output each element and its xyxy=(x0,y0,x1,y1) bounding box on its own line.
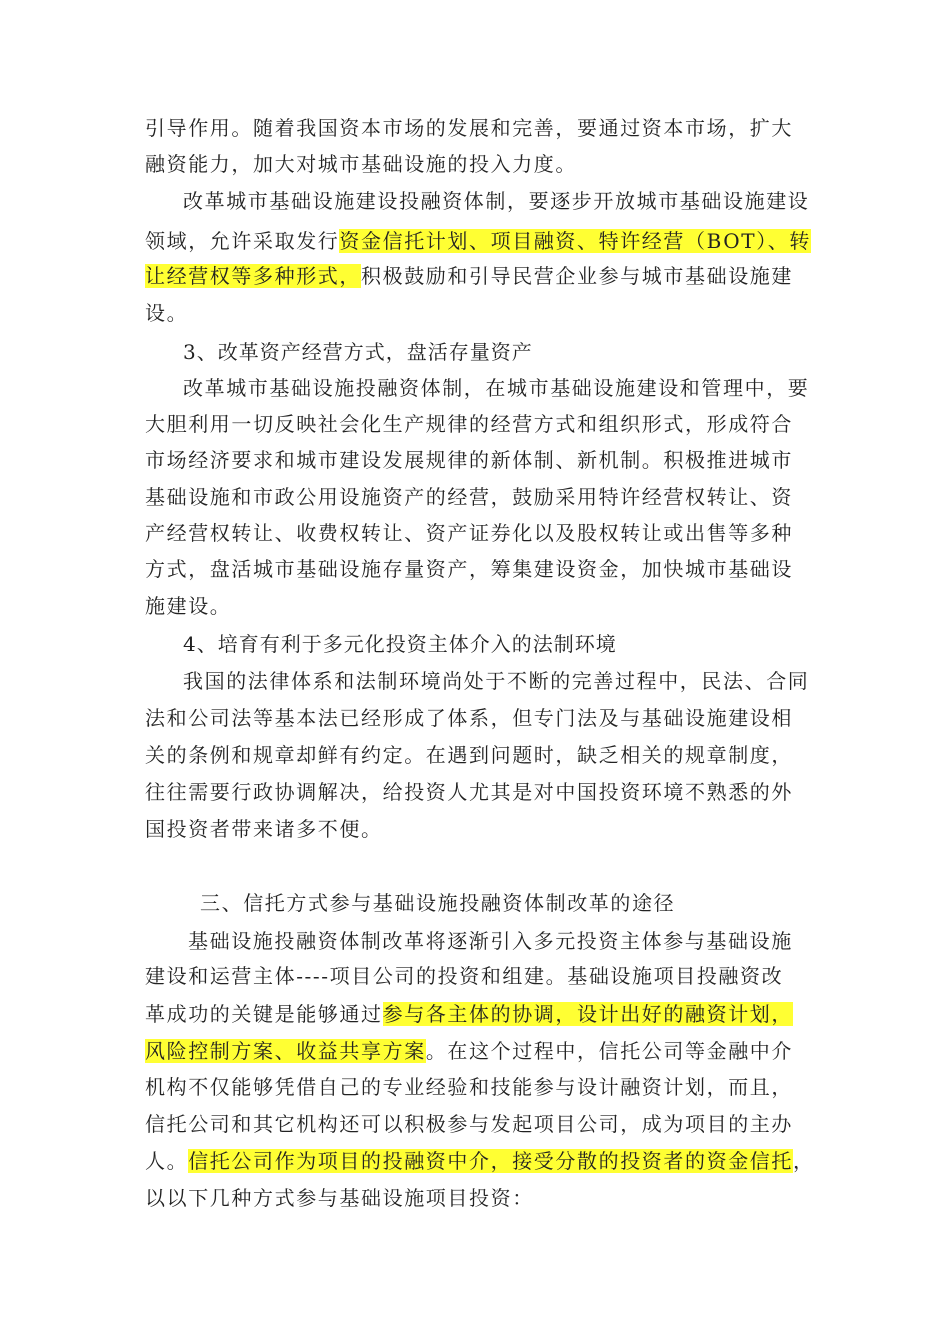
text-run: 法和公司法等基本法已经形成了体系，但专门法及与基础设施建设相 xyxy=(145,706,793,730)
paragraph-line xyxy=(145,1033,825,1069)
highlighted-text: 资金信托计划、项目融资、特许经营（BOT）、转 xyxy=(339,229,812,253)
paragraph-line xyxy=(145,1069,825,1105)
text-run: 改革城市基础设施建设投融资体制，要逐步开放城市基础设施建设 xyxy=(183,189,810,213)
text-run: 革成功的关键是能够通过 xyxy=(145,1002,383,1026)
text-run: 设。 xyxy=(145,301,189,325)
paragraph-line xyxy=(145,223,825,259)
text-run: 关的条例和规章却鲜有约定。在遇到问题时，缺乏相关的规章制度， xyxy=(145,743,793,767)
text-run: 基础设施和市政公用设施资产的经营，鼓励采用特许经营权转让、资 xyxy=(145,485,793,509)
text-run: 信托公司和其它机构还可以积极参与发起项目公司，成为项目的主办 xyxy=(145,1112,793,1136)
paragraph-line xyxy=(145,551,825,587)
highlighted-text: 信托公司作为项目的投融资中介，接受分散的投资者的资金信托 xyxy=(188,1149,794,1173)
text-run: 往往需要行政协调解决，给投资人尤其是对中国投资环境不熟悉的外 xyxy=(145,780,793,804)
section-heading xyxy=(200,885,880,921)
paragraph-line xyxy=(145,479,825,515)
text-run: 3、改革资产经营方式，盘活存量资产 xyxy=(183,340,533,364)
paragraph-line xyxy=(145,996,825,1032)
text-run: 建设和运营主体----项目公司的投资和组建。基础设施项目投融资改 xyxy=(145,964,784,988)
paragraph-line xyxy=(145,442,825,478)
paragraph-line xyxy=(145,295,825,331)
text-run: ， xyxy=(793,1149,815,1173)
paragraph-line xyxy=(145,958,825,994)
text-run: 引导作用。随着我国资本市场的发展和完善，要通过资本市场，扩大 xyxy=(145,116,793,140)
highlighted-text: 让经营权等多种形式， xyxy=(145,264,361,288)
paragraph-line xyxy=(145,406,825,442)
paragraph-line xyxy=(145,110,825,146)
paragraph-line xyxy=(145,1106,825,1142)
text-run: 市场经济要求和城市建设发展规律的新体制、新机制。积极推进城市 xyxy=(145,448,793,472)
paragraph-line xyxy=(145,258,825,294)
text-run: 改革城市基础设施投融资体制，在城市基础设施建设和管理中，要 xyxy=(183,376,810,400)
highlighted-text: 参与各主体的协调，设计出好的融资计划， xyxy=(382,1002,794,1026)
text-run: 。在这个过程中，信托公司等金融中介 xyxy=(425,1039,794,1063)
text-run: 方式，盘活城市基础设施存量资产，筹集建设资金，加快城市基础设 xyxy=(145,557,793,581)
text-run: 基础设施投融资体制改革将逐渐引入多元投资主体参与基础设施 xyxy=(188,929,793,953)
text-run: 融资能力，加大对城市基础设施的投入力度。 xyxy=(145,152,577,176)
paragraph-line xyxy=(188,923,868,959)
text-run: 积极鼓励和引导民营企业参与城市基础设施建 xyxy=(361,264,793,288)
text-run: 机构不仅能够凭借自己的专业经验和技能参与设计融资计划，而且， xyxy=(145,1075,793,1099)
section-heading xyxy=(183,626,863,662)
text-run: 产经营权转让、收费权转让、资产证券化以及股权转让或出售等多种 xyxy=(145,521,793,545)
text-run: 三、信托方式参与基础设施投融资体制改革的途径 xyxy=(200,891,676,915)
paragraph-line xyxy=(145,774,825,810)
text-run: 大胆利用一切反映社会化生产规律的经营方式和组织形式，形成符合 xyxy=(145,412,793,436)
paragraph-line xyxy=(145,515,825,551)
paragraph-line xyxy=(145,737,825,773)
paragraph-line xyxy=(145,811,825,847)
paragraph-line xyxy=(145,700,825,736)
text-run: 4、培育有利于多元化投资主体介入的法制环境 xyxy=(183,632,617,656)
text-run: 施建设。 xyxy=(145,594,232,618)
paragraph-line xyxy=(145,146,825,182)
paragraph-line xyxy=(145,588,825,624)
paragraph-line xyxy=(145,1180,825,1216)
paragraph-line xyxy=(183,370,863,406)
text-run: 以以下几种方式参与基础设施项目投资： xyxy=(145,1186,534,1210)
text-run: 领域，允许采取发行 xyxy=(145,229,340,253)
paragraph-line xyxy=(145,1143,825,1179)
text-run: 人。 xyxy=(145,1149,189,1173)
highlighted-text: 风险控制方案、收益共享方案 xyxy=(145,1039,426,1063)
paragraph-line xyxy=(183,183,863,219)
paragraph-line xyxy=(183,663,863,699)
text-run: 国投资者带来诸多不便。 xyxy=(145,817,383,841)
section-heading xyxy=(183,334,863,370)
text-run: 我国的法律体系和法制环境尚处于不断的完善过程中，民法、合同 xyxy=(183,669,810,693)
